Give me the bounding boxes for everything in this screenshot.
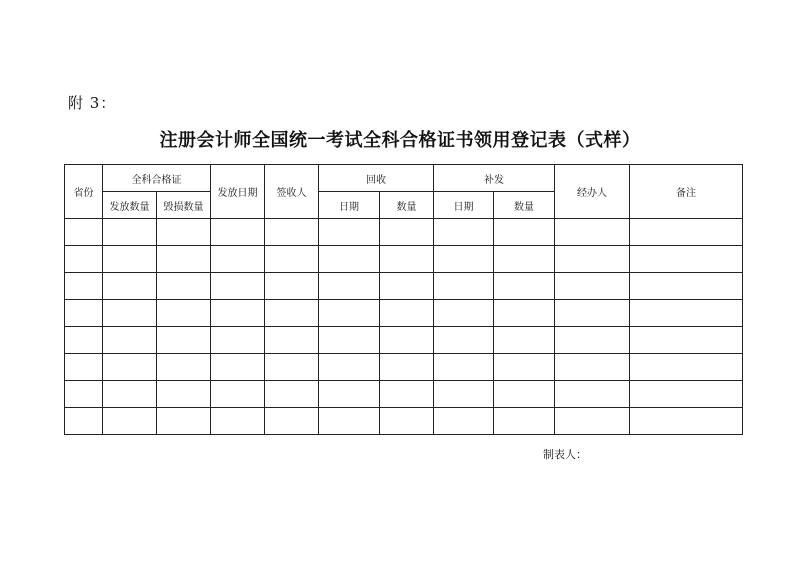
table-cell xyxy=(157,408,211,435)
table-cell xyxy=(211,246,265,273)
table-cell xyxy=(265,327,319,354)
table-cell xyxy=(65,327,103,354)
table-cell xyxy=(630,300,743,327)
table-row xyxy=(65,381,743,408)
table-cell xyxy=(265,408,319,435)
table-cell xyxy=(265,354,319,381)
table-cell xyxy=(555,246,630,273)
table-cell xyxy=(434,300,494,327)
table-cell xyxy=(157,327,211,354)
table-cell xyxy=(319,327,380,354)
table-cell xyxy=(319,408,380,435)
header-cert-group: 全科合格证 xyxy=(103,165,211,192)
table-cell xyxy=(494,300,555,327)
header-reissue-date: 日期 xyxy=(434,192,494,219)
table-cell xyxy=(319,273,380,300)
table-cell xyxy=(211,327,265,354)
table-cell xyxy=(157,219,211,246)
table-cell xyxy=(65,219,103,246)
table-cell xyxy=(265,300,319,327)
table-cell xyxy=(494,408,555,435)
table-cell xyxy=(380,219,434,246)
table-cell xyxy=(211,354,265,381)
table-row xyxy=(65,354,743,381)
table-cell xyxy=(494,381,555,408)
table-cell xyxy=(157,300,211,327)
registration-table xyxy=(64,164,743,435)
table-cell xyxy=(555,354,630,381)
table-cell xyxy=(434,246,494,273)
table-cell xyxy=(380,354,434,381)
table-cell xyxy=(65,273,103,300)
table-cell xyxy=(434,327,494,354)
table-cell xyxy=(211,408,265,435)
table-row xyxy=(65,273,743,300)
header-remarks: 备注 xyxy=(630,165,743,219)
table-cell xyxy=(211,219,265,246)
header-recover-count: 数量 xyxy=(380,192,434,219)
table-cell xyxy=(630,381,743,408)
table-cell xyxy=(434,273,494,300)
table-cell xyxy=(380,273,434,300)
table-cell xyxy=(103,300,157,327)
header-recover-date: 日期 xyxy=(319,192,380,219)
table-row xyxy=(65,246,743,273)
table-row xyxy=(65,327,743,354)
table-cell xyxy=(630,219,743,246)
table-cell xyxy=(555,300,630,327)
table-cell xyxy=(555,273,630,300)
table-row xyxy=(65,408,743,435)
table-cell xyxy=(65,246,103,273)
table-cell xyxy=(494,219,555,246)
table-cell xyxy=(434,219,494,246)
table-cell xyxy=(630,408,743,435)
table-row xyxy=(65,219,743,246)
table-cell xyxy=(434,408,494,435)
table-cell xyxy=(65,354,103,381)
table-cell xyxy=(630,273,743,300)
header-reissue-count: 数量 xyxy=(494,192,555,219)
table-cell xyxy=(555,219,630,246)
table-cell xyxy=(319,381,380,408)
table-cell xyxy=(630,246,743,273)
table-cell xyxy=(319,300,380,327)
table-cell xyxy=(319,219,380,246)
table-cell xyxy=(265,219,319,246)
table-cell xyxy=(494,327,555,354)
table-cell xyxy=(103,408,157,435)
page-title: 注册会计师全国统一考试全科合格证书领用登记表（式样） xyxy=(159,130,641,151)
table-cell xyxy=(380,246,434,273)
header-reissue-group: 补发 xyxy=(434,165,555,192)
header-signee: 签收人 xyxy=(265,165,319,219)
table-cell xyxy=(319,246,380,273)
table-cell xyxy=(494,246,555,273)
table-cell xyxy=(103,219,157,246)
preparer-label: 制表人： xyxy=(543,448,587,461)
table-cell xyxy=(630,327,743,354)
table-cell xyxy=(103,354,157,381)
table-cell xyxy=(65,408,103,435)
table-cell xyxy=(319,354,380,381)
table-cell xyxy=(103,381,157,408)
table-cell xyxy=(380,300,434,327)
header-damage-count: 毁损数量 xyxy=(157,192,211,219)
table-cell xyxy=(157,246,211,273)
header-province: 省份 xyxy=(65,165,103,219)
table-row xyxy=(65,300,743,327)
header-issue-date: 发放日期 xyxy=(211,165,265,219)
table-cell xyxy=(555,327,630,354)
header-issue-count: 发放数量 xyxy=(103,192,157,219)
table-cell xyxy=(380,327,434,354)
table-cell xyxy=(494,354,555,381)
table-cell xyxy=(211,300,265,327)
table-cell xyxy=(265,273,319,300)
table-cell xyxy=(555,381,630,408)
table-cell xyxy=(265,246,319,273)
table-cell xyxy=(434,354,494,381)
table-cell xyxy=(434,381,494,408)
table-cell xyxy=(380,408,434,435)
table-cell xyxy=(494,273,555,300)
table-cell xyxy=(380,381,434,408)
table-cell xyxy=(157,354,211,381)
table-cell xyxy=(65,300,103,327)
table-cell xyxy=(103,327,157,354)
table-cell xyxy=(630,354,743,381)
header-recover-group: 回收 xyxy=(319,165,434,192)
attachment-label: 附 3： xyxy=(68,94,117,112)
table-cell xyxy=(157,381,211,408)
table-cell xyxy=(65,381,103,408)
table-body xyxy=(65,219,743,435)
table-cell xyxy=(103,246,157,273)
table-cell xyxy=(103,273,157,300)
table-cell xyxy=(211,381,265,408)
table-cell xyxy=(211,273,265,300)
table-cell xyxy=(157,273,211,300)
table-cell xyxy=(555,408,630,435)
table-cell xyxy=(265,381,319,408)
header-handler: 经办人 xyxy=(555,165,630,219)
